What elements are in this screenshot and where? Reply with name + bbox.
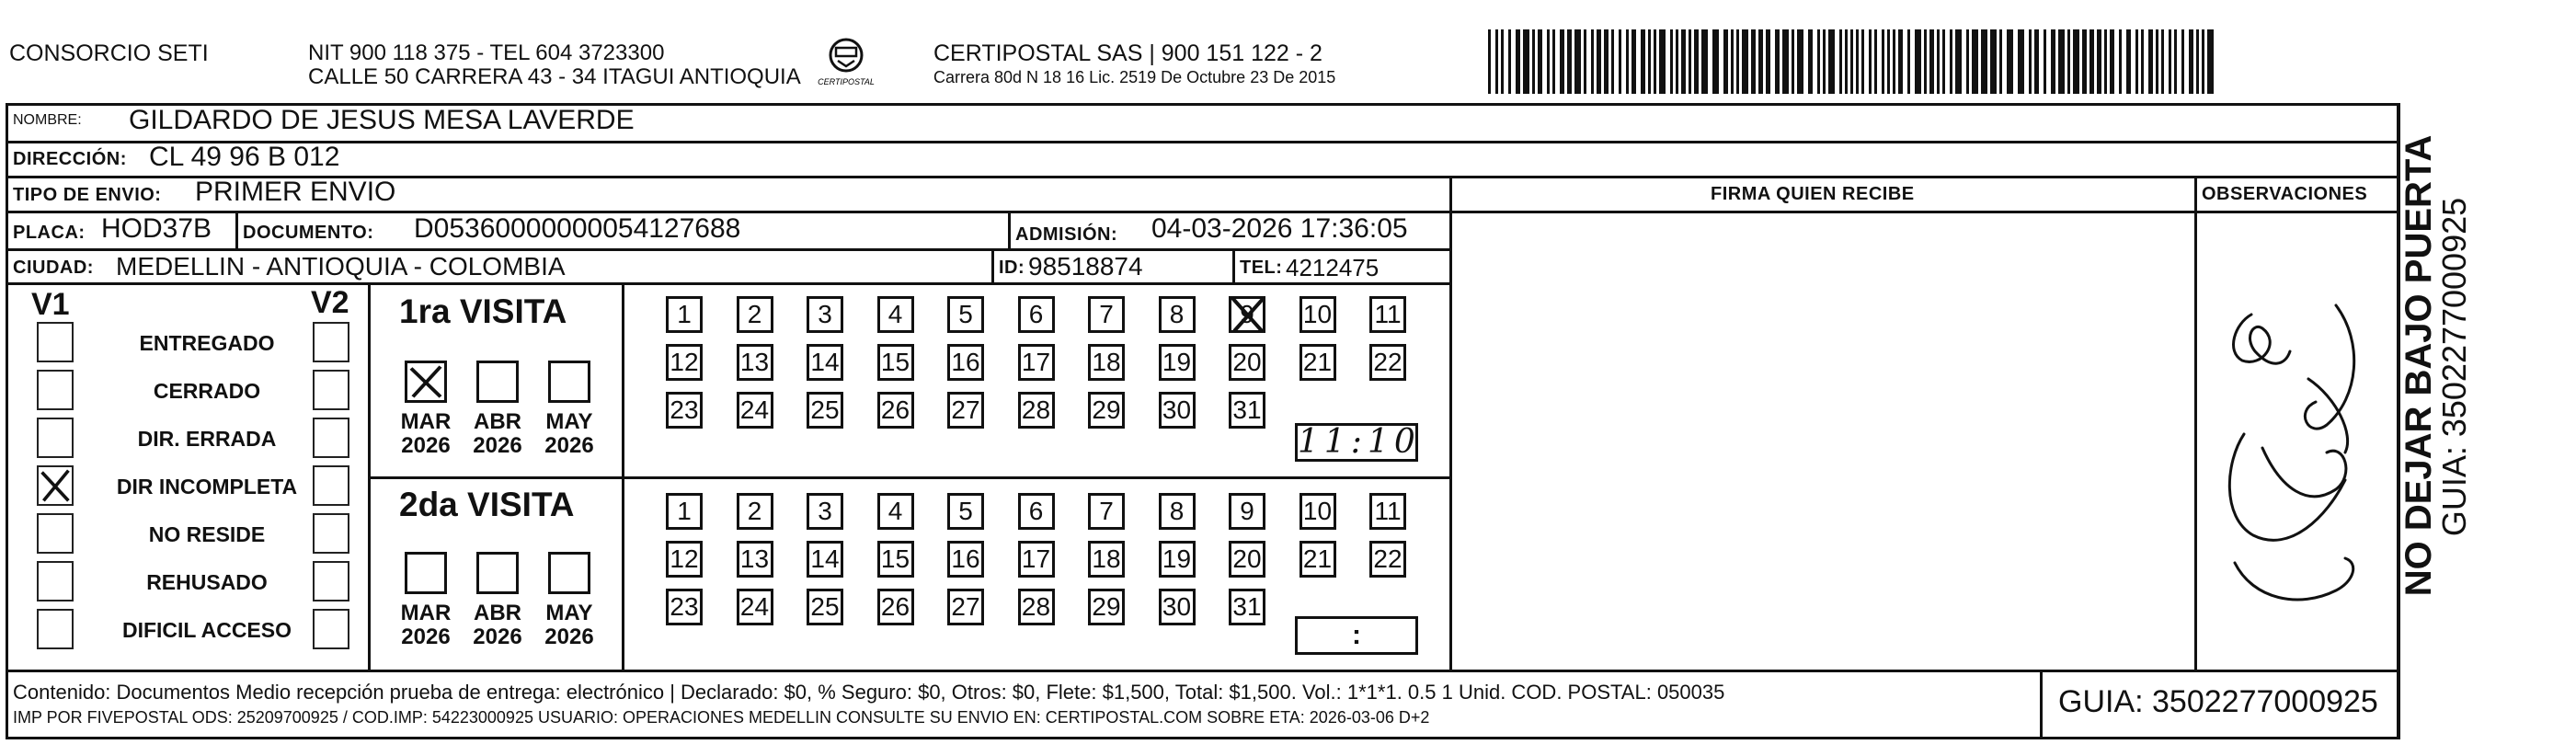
day-cell[interactable]: 31 bbox=[1229, 392, 1265, 429]
month-label: MAY bbox=[545, 409, 593, 434]
month-year: 2026 bbox=[401, 624, 451, 649]
barcode-bar bbox=[1972, 29, 1978, 94]
address-label: DIRECCIÓN: bbox=[13, 149, 127, 169]
day-cell[interactable]: 17 bbox=[1018, 344, 1055, 381]
address-line: CALLE 50 CARRERA 43 - 34 ITAGUI ANTIOQUIA bbox=[308, 64, 801, 89]
barcode-bar bbox=[1915, 29, 1921, 94]
barcode-bar bbox=[1856, 29, 1859, 94]
name-label: NOMBRE: bbox=[13, 112, 82, 128]
v1-label: V1 bbox=[31, 287, 70, 322]
barcode-bar bbox=[1823, 29, 1826, 94]
barcode-bar bbox=[2073, 29, 2079, 94]
barcode-bar bbox=[1611, 29, 1614, 94]
barcode-bar bbox=[1681, 29, 1686, 94]
month-year: 2026 bbox=[401, 433, 451, 458]
barcode-bar bbox=[1792, 29, 1794, 94]
recipient-address: CL 49 96 B 012 bbox=[149, 142, 340, 172]
day-cell[interactable]: 9 bbox=[1229, 493, 1265, 530]
ship-type-label: TIPO DE ENVIO: bbox=[13, 185, 162, 205]
do-not-leave-instruction: NO DEJAR BAJO PUERTA bbox=[2399, 134, 2439, 597]
contents-line: Contenido: Documentos Medio recepción prueba de entrega: electrónico | Declarado: $0, % Seguro: $0, Otros: $0, Flete: $1,500, Total: $1,500. Vol.: 1*1*1. 0.5 1 Unid. COD. POSTAL: 050035 bbox=[13, 681, 1725, 704]
license-line: Carrera 80d N 18 16 Lic. 2519 De Octubre 23 De 2015 bbox=[933, 68, 1336, 86]
barcode-bar bbox=[2126, 29, 2131, 94]
barcode-bar bbox=[1597, 29, 1601, 94]
barcode-bar bbox=[1547, 29, 1550, 94]
day-cell[interactable]: 11 bbox=[1369, 493, 1406, 530]
status-v2-checkbox[interactable] bbox=[313, 513, 349, 554]
barcode-bar bbox=[1845, 29, 1848, 94]
barcode-bar bbox=[1937, 29, 1940, 94]
status-option-label: DIFICIL ACCESO bbox=[121, 618, 292, 642]
barcode-bar bbox=[1775, 29, 1780, 94]
day-cell[interactable]: 23 bbox=[666, 589, 703, 625]
barcode-bar bbox=[1742, 29, 1748, 94]
barcode-bar bbox=[1508, 29, 1511, 94]
barcode-bar bbox=[1817, 29, 1820, 94]
barcode-bar bbox=[1701, 29, 1708, 94]
barcode-bar bbox=[1648, 29, 1651, 94]
barcode-bar bbox=[1584, 29, 1586, 94]
barcode-bar bbox=[2110, 29, 2114, 94]
month-checkbox[interactable] bbox=[548, 552, 590, 594]
day-cell[interactable]: 27 bbox=[947, 392, 984, 429]
barcode-bar bbox=[2148, 29, 2153, 94]
barcode-bar bbox=[1736, 29, 1739, 94]
imp-line: IMP POR FIVEPOSTAL ODS: 25209700925 / COD.IMP: 54223000925 USUARIO: OPERACIONES MEDELLIN CONSULTE SU ENVIO EN: CERTIPOSTAL.COM SOBRE ETA: 2026-03-06 D+2 bbox=[13, 708, 1430, 727]
barcode-bar bbox=[1604, 29, 1609, 94]
barcode-bar bbox=[2169, 29, 2171, 94]
barcode-bar bbox=[2051, 29, 2055, 94]
observation-signature bbox=[2198, 213, 2397, 670]
month-checkbox[interactable] bbox=[548, 361, 590, 403]
barcode-bar bbox=[1907, 29, 1910, 94]
barcode-bar bbox=[1828, 29, 1835, 94]
status-v2-checkbox[interactable] bbox=[313, 465, 349, 506]
document-label: DOCUMENTO: bbox=[243, 223, 374, 243]
divider bbox=[368, 476, 1451, 479]
day-cell[interactable]: 25 bbox=[807, 392, 843, 429]
barcode-bar bbox=[2196, 29, 2199, 94]
divider bbox=[2194, 178, 2197, 671]
day-cell[interactable]: 20 bbox=[1229, 344, 1265, 381]
barcode-bar bbox=[1532, 29, 1535, 94]
day-cell[interactable]: 22 bbox=[1369, 344, 1406, 381]
month-year: 2026 bbox=[544, 624, 594, 649]
status-v1-checkbox[interactable] bbox=[37, 609, 74, 649]
barcode-bar bbox=[1654, 29, 1656, 94]
barcode-bar bbox=[1887, 29, 1890, 94]
barcode-bar bbox=[1574, 29, 1581, 94]
document-number: D05360000000054127688 bbox=[414, 213, 741, 244]
barcode-bar bbox=[2161, 29, 2164, 94]
barcode-bar bbox=[2141, 29, 2144, 94]
status-v2-checkbox[interactable] bbox=[313, 418, 349, 458]
visit1-time-box[interactable] bbox=[1295, 423, 1421, 462]
barcode-bar bbox=[2097, 29, 2101, 94]
barcode-bar bbox=[1990, 29, 1997, 94]
barcode-bar bbox=[1694, 29, 1699, 94]
barcode-bar bbox=[1782, 29, 1789, 94]
day-cell[interactable]: 16 bbox=[947, 541, 984, 578]
barcode-bar bbox=[2029, 29, 2032, 94]
barcode-bar bbox=[2104, 29, 2107, 94]
day-cell[interactable]: 30 bbox=[1159, 589, 1196, 625]
signature-header: FIRMA QUIEN RECIBE bbox=[1711, 184, 1915, 204]
barcode-bar bbox=[1560, 29, 1564, 94]
barcode-bar bbox=[2044, 29, 2046, 94]
barcode-bar bbox=[1929, 29, 1934, 94]
barcode-bar bbox=[1670, 29, 1673, 94]
day-cell[interactable]: 12 bbox=[666, 541, 703, 578]
side-guia: GUIA: 3502277000925 bbox=[2435, 197, 2473, 537]
barcode-bar bbox=[2207, 29, 2214, 94]
day-cell[interactable]: 31 bbox=[1229, 589, 1265, 625]
divider bbox=[1232, 250, 1235, 283]
barcode-bar bbox=[1955, 29, 1962, 94]
month-year: 2026 bbox=[473, 624, 522, 649]
barcode-bar bbox=[1712, 29, 1719, 94]
barcode-bar bbox=[1893, 29, 1895, 94]
month-checkbox[interactable] bbox=[476, 552, 519, 594]
day-cell[interactable]: 2 bbox=[737, 296, 773, 333]
barcode-bar bbox=[1538, 29, 1542, 94]
status-v2-checkbox[interactable] bbox=[313, 322, 349, 362]
visit2-title: 2da VISITA bbox=[399, 486, 575, 523]
barcode-bar bbox=[2082, 29, 2087, 94]
month-checkbox[interactable] bbox=[405, 361, 447, 403]
barcode-bar bbox=[1999, 29, 2002, 94]
day-cell[interactable]: 29 bbox=[1088, 392, 1125, 429]
barcode-bar bbox=[1861, 29, 1864, 94]
day-cell[interactable]: 26 bbox=[877, 392, 914, 429]
divider bbox=[6, 141, 2400, 143]
day-cell[interactable]: 24 bbox=[737, 589, 773, 625]
logo-text: CERTIPOSTAL bbox=[818, 77, 875, 86]
day-cell[interactable]: 8 bbox=[1159, 493, 1196, 530]
city-label: CIUDAD: bbox=[13, 258, 94, 278]
barcode-bar bbox=[1641, 29, 1645, 94]
barcode-bar bbox=[2119, 29, 2122, 94]
day-cell[interactable]: 10 bbox=[1299, 296, 1336, 333]
barcode-bar bbox=[2018, 29, 2024, 94]
barcode-bar bbox=[2034, 29, 2039, 94]
barcode-bar bbox=[2156, 29, 2158, 94]
status-v1-checkbox[interactable] bbox=[37, 322, 74, 362]
barcode-bar bbox=[1723, 29, 1728, 94]
month-label: ABR bbox=[474, 409, 521, 434]
day-cell[interactable]: 6 bbox=[1018, 493, 1055, 530]
day-cell[interactable]: 12 bbox=[666, 344, 703, 381]
barcode-bar bbox=[1924, 29, 1927, 94]
day-cell[interactable]: 28 bbox=[1018, 392, 1055, 429]
day-cell[interactable]: 23 bbox=[666, 392, 703, 429]
barcode-bar bbox=[1591, 29, 1594, 94]
status-option-label: DIR INCOMPLETA bbox=[116, 475, 298, 498]
barcode-bar bbox=[1523, 29, 1529, 94]
barcode-bar bbox=[1567, 29, 1572, 94]
day-cell[interactable]: 1 bbox=[666, 296, 703, 333]
month-label: ABR bbox=[474, 601, 521, 625]
barcode-bar bbox=[2058, 29, 2065, 94]
barcode-bar bbox=[1966, 29, 1969, 94]
signature-area[interactable] bbox=[1453, 213, 2194, 670]
month-checkbox[interactable] bbox=[405, 552, 447, 594]
day-cell[interactable]: 21 bbox=[1299, 541, 1336, 578]
tel-label: TEL: bbox=[1240, 258, 1283, 278]
barcode-bar bbox=[1898, 29, 1903, 94]
divider bbox=[2040, 671, 2043, 738]
status-option-label: NO RESIDE bbox=[148, 522, 266, 546]
day-cell[interactable]: 7 bbox=[1088, 296, 1125, 333]
barcode-bar bbox=[1942, 29, 1945, 94]
barcode-bar bbox=[1797, 29, 1803, 94]
barcode-bar bbox=[2135, 29, 2138, 94]
day-cell[interactable]: 15 bbox=[877, 344, 914, 381]
certipostal-logo bbox=[809, 37, 883, 94]
barcode-bar bbox=[1850, 29, 1853, 94]
day-cell[interactable]: 3 bbox=[807, 296, 843, 333]
id-label: ID: bbox=[999, 258, 1025, 278]
day-cell[interactable]: 11 bbox=[1369, 296, 1406, 333]
barcode-bar bbox=[2007, 29, 2013, 94]
day-cell[interactable]: 5 bbox=[947, 296, 984, 333]
status-option-label: CERRADO bbox=[153, 379, 261, 403]
recipient-id: 98518874 bbox=[1028, 252, 1143, 281]
day-cell[interactable]: 25 bbox=[807, 589, 843, 625]
footer-guia: GUIA: 3502277000925 bbox=[2058, 684, 2378, 719]
visit2-time-box[interactable] bbox=[1295, 616, 1418, 655]
carrier-line: CERTIPOSTAL SAS | 900 151 122 - 2 bbox=[933, 40, 1322, 66]
visit2-time-placeholder: : bbox=[1352, 620, 1361, 650]
barcode-bar bbox=[1495, 29, 1498, 94]
day-cell[interactable]: 21 bbox=[1299, 344, 1336, 381]
day-cell[interactable]: 16 bbox=[947, 344, 984, 381]
observations-header: OBSERVACIONES bbox=[2202, 184, 2368, 204]
barcode bbox=[1488, 29, 2220, 94]
status-v1-checkbox[interactable] bbox=[37, 561, 74, 601]
day-cell[interactable]: 22 bbox=[1369, 541, 1406, 578]
day-cell[interactable]: 30 bbox=[1159, 392, 1196, 429]
day-cell[interactable]: 10 bbox=[1299, 493, 1336, 530]
day-cell[interactable]: 15 bbox=[877, 541, 914, 578]
barcode-bar bbox=[1950, 29, 1952, 94]
barcode-bar bbox=[1731, 29, 1734, 94]
day-cell[interactable]: 17 bbox=[1018, 541, 1055, 578]
admission-label: ADMISIÓN: bbox=[1015, 224, 1118, 245]
barcode-bar bbox=[1689, 29, 1691, 94]
day-cell[interactable]: 8 bbox=[1159, 296, 1196, 333]
divider bbox=[991, 250, 994, 283]
nit-line: NIT 900 118 375 - TEL 604 3723300 bbox=[308, 40, 665, 65]
month-year: 2026 bbox=[544, 433, 594, 458]
day-cell[interactable]: 2 bbox=[737, 493, 773, 530]
company-name: CONSORCIO SETI bbox=[9, 40, 209, 66]
barcode-bar bbox=[2174, 29, 2177, 94]
city: MEDELLIN - ANTIOQUIA - COLOMBIA bbox=[116, 252, 566, 281]
day-cell[interactable]: 18 bbox=[1088, 541, 1125, 578]
barcode-bar bbox=[2067, 29, 2070, 94]
barcode-bar bbox=[1981, 29, 1987, 94]
day-cell[interactable]: 24 bbox=[737, 392, 773, 429]
barcode-bar bbox=[1676, 29, 1678, 94]
admission-date: 04-03-2026 17:36:05 bbox=[1151, 213, 1408, 244]
barcode-bar bbox=[1501, 29, 1504, 94]
day-cell[interactable]: 7 bbox=[1088, 493, 1125, 530]
status-v2-checkbox[interactable] bbox=[313, 561, 349, 601]
barcode-bar bbox=[1619, 29, 1621, 94]
status-v1-checkbox[interactable] bbox=[37, 513, 74, 554]
day-cell[interactable]: 19 bbox=[1159, 541, 1196, 578]
day-cell[interactable]: 27 bbox=[947, 589, 984, 625]
recipient-name: GILDARDO DE JESUS MESA LAVERDE bbox=[129, 105, 635, 135]
month-label: MAY bbox=[545, 601, 593, 625]
barcode-bar bbox=[2202, 29, 2204, 94]
divider bbox=[1449, 178, 1452, 671]
barcode-bar bbox=[1758, 29, 1763, 94]
day-cell[interactable]: 26 bbox=[877, 589, 914, 625]
plate-label: PLACA: bbox=[13, 223, 86, 243]
day-cell[interactable]: 29 bbox=[1088, 589, 1125, 625]
month-label: MAR bbox=[400, 601, 452, 625]
divider bbox=[1008, 212, 1011, 249]
barcode-bar bbox=[1869, 29, 1872, 94]
day-cell[interactable]: 4 bbox=[877, 296, 914, 333]
barcode-bar bbox=[1808, 29, 1813, 94]
barcode-bar bbox=[1751, 29, 1756, 94]
day-cell[interactable]: 9 bbox=[1229, 296, 1265, 333]
barcode-bar bbox=[2181, 29, 2184, 94]
day-cell[interactable]: 13 bbox=[737, 541, 773, 578]
status-v1-checkbox[interactable] bbox=[37, 465, 74, 506]
barcode-bar bbox=[1659, 29, 1666, 94]
barcode-bar bbox=[1839, 29, 1842, 94]
day-cell[interactable]: 20 bbox=[1229, 541, 1265, 578]
status-option-label: REHUSADO bbox=[146, 570, 268, 594]
day-cell[interactable]: 14 bbox=[807, 541, 843, 578]
barcode-bar bbox=[2089, 29, 2094, 94]
status-v1-checkbox[interactable] bbox=[37, 418, 74, 458]
recipient-tel: 4212475 bbox=[1286, 254, 1380, 281]
barcode-bar bbox=[1631, 29, 1636, 94]
side-text bbox=[2399, 129, 2509, 644]
v2-label: V2 bbox=[311, 285, 349, 320]
barcode-bar bbox=[1874, 29, 1877, 94]
barcode-bar bbox=[1882, 29, 1884, 94]
day-cell[interactable]: 6 bbox=[1018, 296, 1055, 333]
day-cell[interactable]: 18 bbox=[1088, 344, 1125, 381]
barcode-bar bbox=[1488, 29, 1491, 94]
status-option-label: DIR. ERRADA bbox=[137, 427, 277, 451]
barcode-bar bbox=[1766, 29, 1770, 94]
status-option-label: ENTREGADO bbox=[139, 331, 275, 355]
visit1-title: 1ra VISITA bbox=[399, 292, 567, 330]
month-checkbox[interactable] bbox=[476, 361, 519, 403]
barcode-bar bbox=[1626, 29, 1629, 94]
plate: HOD37B bbox=[101, 213, 212, 244]
status-v2-checkbox[interactable] bbox=[313, 370, 349, 410]
visit1-time-value: 11:10 bbox=[1298, 423, 1421, 461]
day-cell[interactable]: 5 bbox=[947, 493, 984, 530]
day-cell[interactable]: 19 bbox=[1159, 344, 1196, 381]
barcode-bar bbox=[1516, 29, 1520, 94]
day-cell[interactable]: 13 bbox=[737, 344, 773, 381]
day-cell[interactable]: 28 bbox=[1018, 589, 1055, 625]
ship-type: PRIMER ENVIO bbox=[195, 177, 396, 207]
month-label: MAR bbox=[400, 409, 452, 434]
barcode-bar bbox=[2189, 29, 2193, 94]
day-cell[interactable]: 3 bbox=[807, 493, 843, 530]
status-v1-checkbox[interactable] bbox=[37, 370, 74, 410]
day-cell[interactable]: 14 bbox=[807, 344, 843, 381]
status-v2-checkbox[interactable] bbox=[313, 609, 349, 649]
month-year: 2026 bbox=[473, 433, 522, 458]
divider bbox=[235, 212, 238, 249]
day-cell[interactable]: 1 bbox=[666, 493, 703, 530]
barcode-bar bbox=[1552, 29, 1555, 94]
day-cell[interactable]: 4 bbox=[877, 493, 914, 530]
